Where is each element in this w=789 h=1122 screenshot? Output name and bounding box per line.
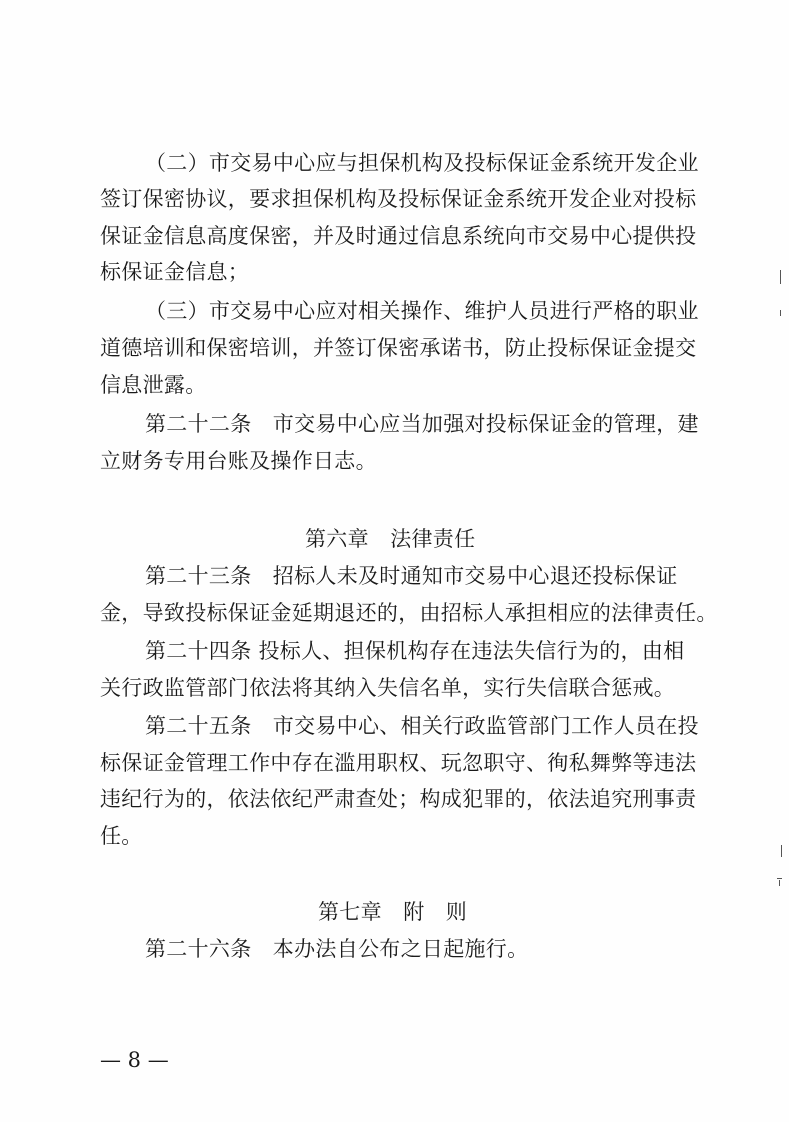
page-number: — 8 — (100, 1048, 169, 1072)
scan-mark (777, 878, 782, 879)
paragraph-line: 标保证金信息； (100, 260, 250, 284)
paragraph-line: 签订保密协议，要求担保机构及投标保证金系统开发企业对投标 (100, 187, 697, 211)
paragraph-line: 信息泄露。 (100, 373, 207, 397)
scan-mark (781, 845, 782, 857)
paragraph-line: 任。 (100, 824, 143, 848)
article-24-line: 第二十四条 投标人、担保机构存在违法失信行为的，由相 (145, 639, 685, 663)
paragraph-line: （二）市交易中心应与担保机构及投标保证金系统开发企业 (145, 151, 699, 175)
article-23-line: 第二十三条 招标人未及时通知市交易中心退还投标保证 (145, 564, 678, 588)
scan-mark (780, 310, 781, 316)
scan-mark (779, 880, 780, 886)
chapter-six-heading: 第六章 法律责任 (305, 527, 476, 551)
paragraph-line: 道德培训和保密培训，并签订保密承诺书，防止投标保证金提交 (100, 336, 697, 360)
article-26-line: 第二十六条 本办法自公布之日起施行。 (145, 937, 529, 961)
scan-mark (780, 270, 781, 284)
article-22-line: 第二十二条 市交易中心应当加强对投标保证金的管理，建 (145, 412, 699, 436)
paragraph-line: 关行政监管部门依法将其纳入失信名单，实行失信联合惩戒。 (100, 676, 676, 700)
paragraph-line: 标保证金管理工作中存在滥用职权、玩忽职守、徇私舞弊等违法 (100, 751, 697, 775)
paragraph-line: （三）市交易中心应对相关操作、维护人员进行严格的职业 (145, 299, 699, 323)
chapter-seven-heading: 第七章 附 则 (318, 900, 468, 924)
paragraph-line: 金，导致投标保证金延期退还的，由招标人承担相应的法律责任。 (100, 601, 718, 625)
article-25-line: 第二十五条 市交易中心、相关行政监管部门工作人员在投 (145, 714, 699, 738)
paragraph-line: 立财务专用台账及操作日志。 (100, 449, 377, 473)
paragraph-line: 违纪行为的，依法依纪严肃查处；构成犯罪的，依法追究刑事责 (100, 787, 697, 811)
paragraph-line: 保证金信息高度保密，并及时通过信息系统向市交易中心提供投 (100, 224, 697, 248)
